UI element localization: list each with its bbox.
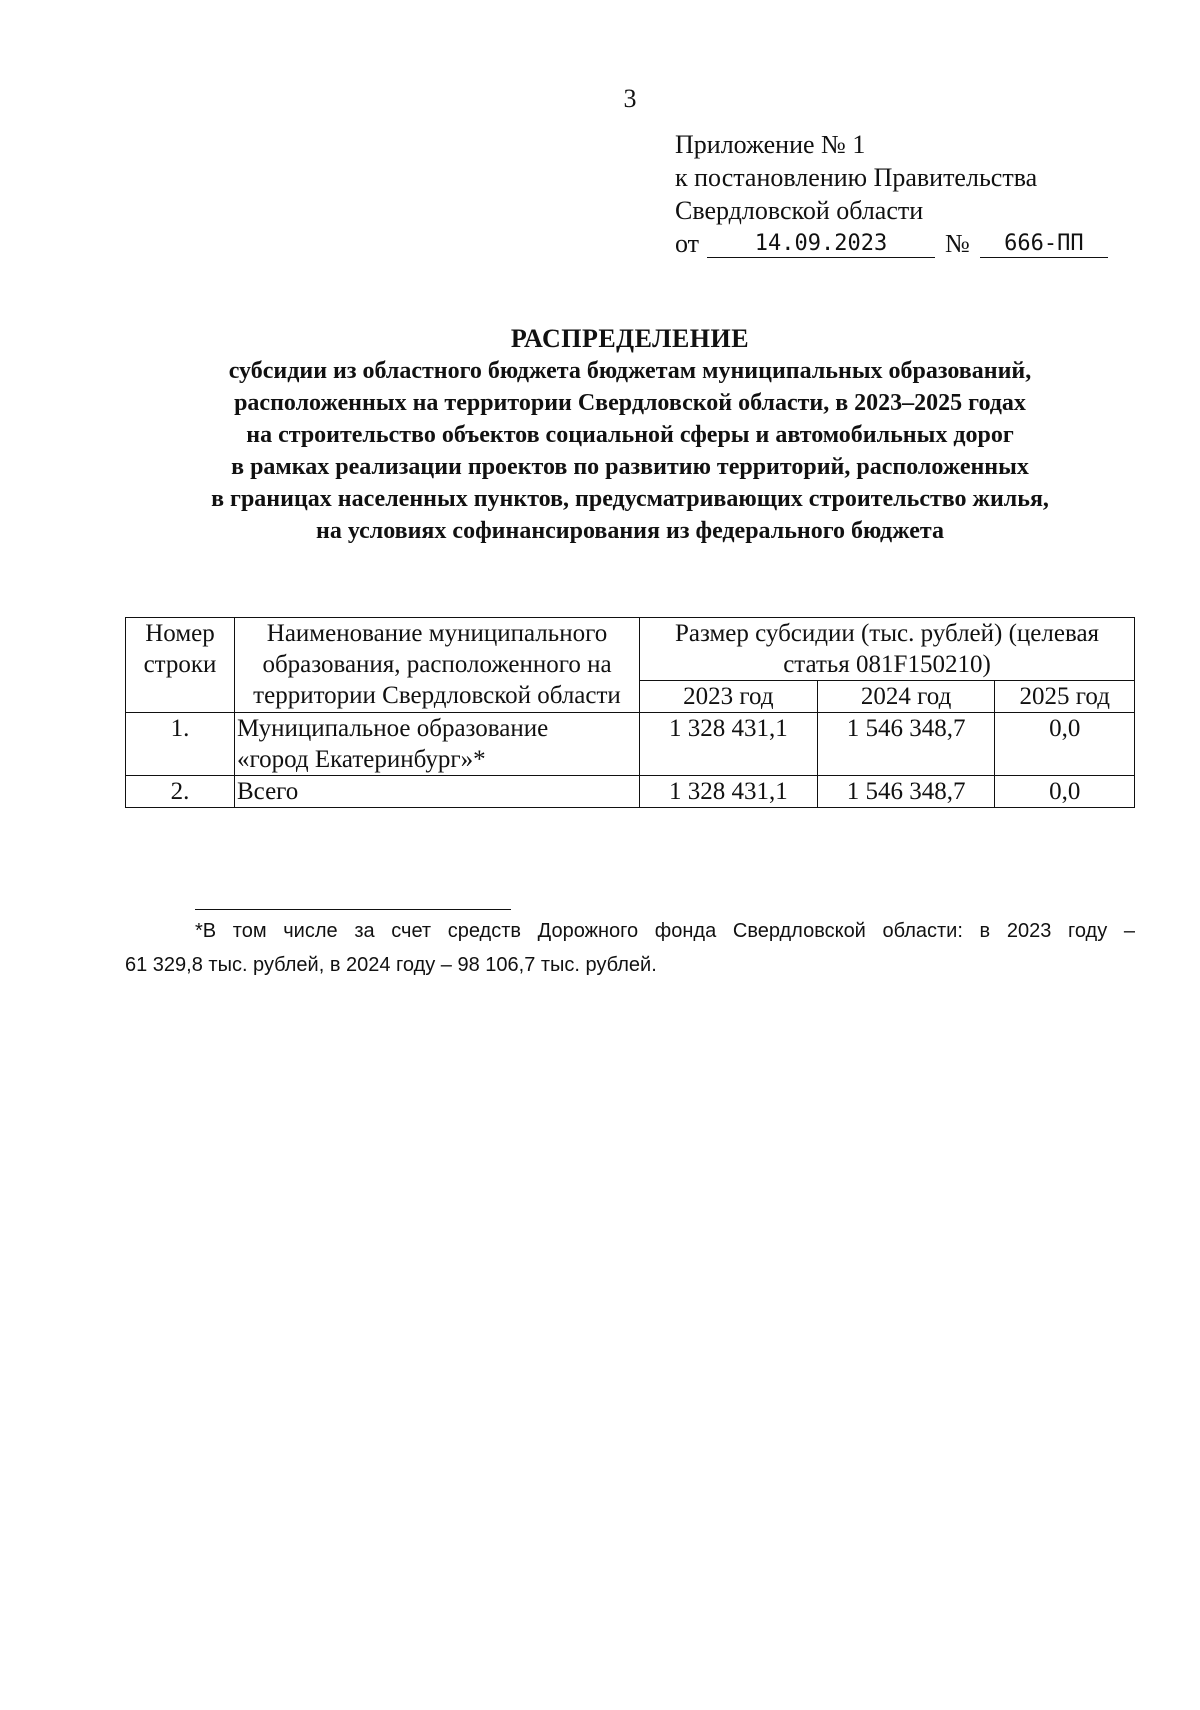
total-2023: 1 328 431,1 bbox=[640, 776, 818, 808]
header-year-2024: 2024 год bbox=[817, 681, 995, 713]
value-2025: 0,0 bbox=[995, 713, 1135, 776]
total-2025: 0,0 bbox=[995, 776, 1135, 808]
footnote-line: 61 329,8 тыс. рублей, в 2024 году – 98 106,7 тыс. рублей. bbox=[125, 954, 657, 976]
title-main: РАСПРЕДЕЛЕНИЕ bbox=[510, 324, 750, 353]
table-row-total bbox=[126, 776, 1135, 808]
title-line: в границах населенных пунктов, предусматривающих строительство жилья, bbox=[211, 486, 1049, 512]
municipality-name bbox=[235, 713, 640, 776]
header-municipality-name: Наименование муниципального образования, расположенного на территории Свердловской области bbox=[235, 618, 640, 713]
municipality-name-line: «город Екатеринбург»* bbox=[237, 746, 486, 773]
footnote-divider bbox=[195, 909, 511, 910]
header-year-2025: 2025 год bbox=[995, 681, 1135, 713]
title-line: субсидии из областного бюджета бюджетам муниципальных образований, bbox=[228, 358, 1032, 384]
header-row-number: Номер строки bbox=[126, 618, 235, 713]
appendix-date-line bbox=[675, 227, 1108, 260]
title-line: расположенных на территории Свердловской области, в 2023–2025 годах bbox=[234, 390, 1026, 416]
resolution-number: 666-ПП bbox=[980, 231, 1108, 258]
resolution-date: 14.09.2023 bbox=[707, 231, 935, 258]
appendix-reference: к постановлению Правительства bbox=[675, 163, 1038, 192]
total-2024: 1 546 348,7 bbox=[817, 776, 995, 808]
document-title bbox=[0, 322, 1200, 547]
page-number: 3 bbox=[623, 84, 637, 113]
value-2023: 1 328 431,1 bbox=[640, 713, 818, 776]
row-number: 2. bbox=[126, 776, 235, 808]
subsidy-table bbox=[125, 617, 1135, 808]
footnote bbox=[125, 914, 1135, 982]
number-label: № bbox=[945, 229, 970, 258]
header-year-2023: 2023 год bbox=[640, 681, 818, 713]
footnote-line: *В том числе за счет средств Дорожного фонда Свердловской области: в 2023 году – bbox=[195, 920, 1135, 942]
appendix-block bbox=[675, 128, 1108, 260]
table-header-row bbox=[126, 618, 1135, 681]
appendix-region: Свердловской области bbox=[675, 196, 924, 225]
appendix-title: Приложение № 1 bbox=[675, 130, 866, 159]
title-line: в рамках реализации проектов по развитию территорий, расположенных bbox=[231, 454, 1029, 480]
value-2024: 1 546 348,7 bbox=[817, 713, 995, 776]
row-number: 1. bbox=[126, 713, 235, 776]
date-label: от bbox=[675, 229, 700, 258]
municipality-name-line: Муниципальное образование bbox=[237, 715, 549, 742]
table-row bbox=[126, 713, 1135, 776]
header-subsidy-amount: Размер субсидии (тыс. рублей) (целевая статья 081F150210) bbox=[640, 618, 1135, 681]
title-line: на строительство объектов социальной сферы и автомобильных дорог bbox=[246, 422, 1014, 448]
title-line: на условиях софинансирования из федерального бюджета bbox=[316, 518, 944, 544]
total-label: Всего bbox=[235, 776, 640, 808]
